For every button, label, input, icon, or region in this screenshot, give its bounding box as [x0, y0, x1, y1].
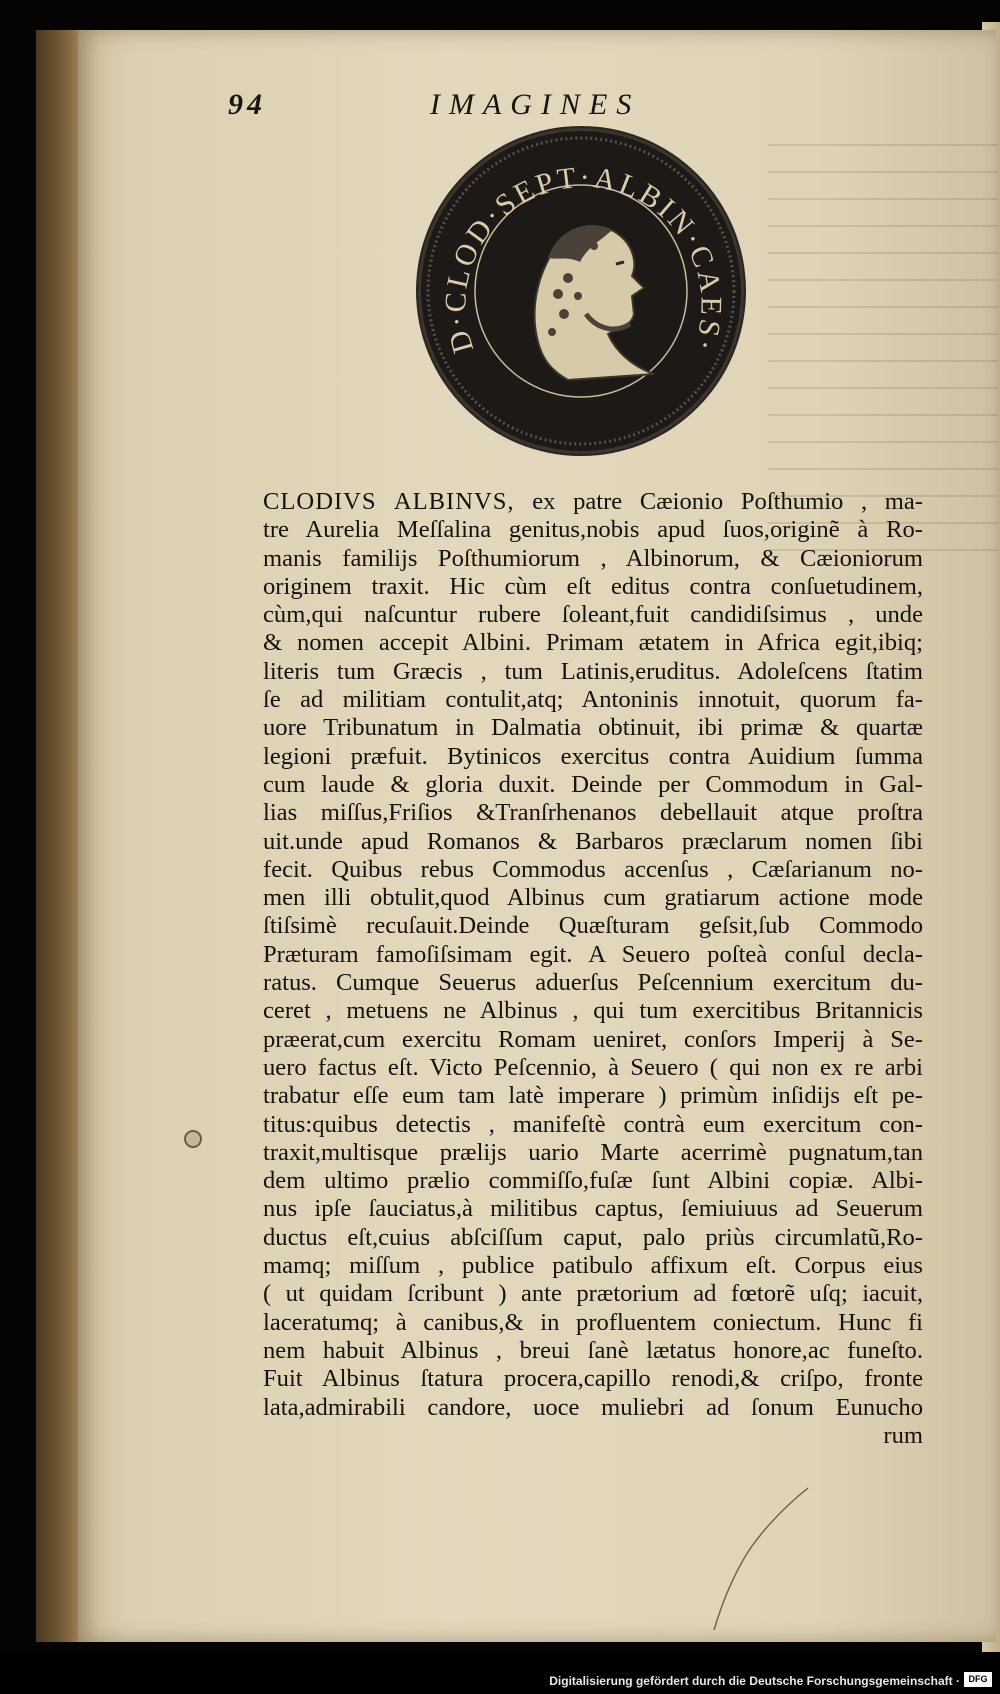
text-line: men illi obtulit,quod Albinus cum gratiarum actione mode [263, 884, 923, 912]
dfg-logo: DFG [964, 1672, 992, 1687]
text-line: CLODIVS ALBINVS, ex patre Cæionio Poſthumio , ma- [263, 488, 923, 515]
pen-stroke-mark [708, 1484, 818, 1634]
text-line: ratus. Cumque Seuerus aduerſus Peſcennium exercitum du- [263, 969, 923, 997]
text-line: & nomen accepit Albini. Primam ætatem in Africa egit,ibiq; [263, 629, 923, 657]
medal-legend-text: D·CLOD·SEPT·ALBIN·CAES· [439, 160, 728, 358]
text-line: titus:quibus detectis , manifeſtè contrà eum exercitum con- [263, 1110, 923, 1138]
portrait-medal [418, 128, 744, 454]
text-line: cùm,qui naſcuntur rubere ſoleant,fuit candidiſsimus , unde [263, 601, 923, 629]
text-line: nus ipſe ſauciatus,à militibus captus, ſemiuiuus ad Seuerum [263, 1195, 923, 1223]
catchword: rum [883, 1421, 923, 1449]
text-line: legioni præfuit. Bytinicos exercitus contra Auidium ſumma [263, 742, 923, 770]
lead-name: CLODIVS ALBINVS, [263, 488, 515, 515]
text-line: ſe ad militiam contulit,atq; Antoninis innotuit, quorum fa- [263, 686, 923, 714]
medal-illustration [418, 128, 744, 454]
book-binding [36, 30, 84, 1642]
biography-text [263, 488, 923, 1450]
text-line: ductus eſt,cuius abſciſſum caput, palo priùs circumlatũ,Ro- [263, 1223, 923, 1251]
text-line: traxit,multisque prælijs uario Marte acerrimè pugnatum,tan [263, 1138, 923, 1166]
text-line: lias miſſus,Friſios &Tranſrhenanos debellauit atque proſtra [263, 799, 923, 827]
footer-credit: Digitalisierung gefördert durch die Deutsche Forschungsgemeinschaft · [549, 1674, 960, 1688]
text-line: fecit. Quibus rebus Commodus accenſus , Cæſarianum no- [263, 855, 923, 883]
text-line: Præturam famoſiſsimam egit. A Seuero poſteà conſul decla- [263, 940, 923, 968]
text-line: uit.unde apud Romanos & Barbaros præclarum nomen ſibi [263, 827, 923, 855]
text-line: tre Aurelia Meſſalina genitus,nobis apud ſuos,originẽ à Ro- [263, 516, 923, 544]
text-line: uero factus eſt. Victo Peſcennio, à Seuero ( qui non ex re arbi [263, 1053, 923, 1081]
text-line: laceratumq; à canibus,& in profluentem coniectum. Hunc fi [263, 1308, 923, 1336]
text-line: trabatur eſſe eum tam latè imperare ) primùm inſidijs eſt pe- [263, 1082, 923, 1110]
text-line: originem traxit. Hic cùm eſt editus contra conſuetudinem, [263, 572, 923, 600]
text-line: nem habuit Albinus , breui ſanè lætatus honore,ac funeſto. [263, 1336, 923, 1364]
text-line: manis familijs Poſthumiorum , Albinorum, & Cæioniorum [263, 544, 923, 572]
text-line: literis tum Græcis , tum Latinis,eruditus. Adoleſcens ſtatim [263, 657, 923, 685]
text-line: mamq; miſſum , publice patibulo affixum eſt. Corpus eius [263, 1252, 923, 1280]
text-line: præerat,cum exercitu Romam ueniret, conſors Imperij à Se- [263, 1025, 923, 1053]
text-line: lata,admirabili candore, uoce muliebri ad ſonum Eunucho [263, 1393, 923, 1421]
page-number: 94 [228, 88, 266, 121]
text-line: ( ut quidam ſcribunt ) ante prætorium ad fœtorẽ uſq; iacuit, [263, 1280, 923, 1308]
running-head [228, 88, 748, 128]
text-line: cum laude & gloria duxit. Deinde per Commodum in Gal- [263, 770, 923, 798]
text-line: ſtiſsimè recuſauit.Deinde Quæſturam geſsit,ſub Commodo [263, 912, 923, 940]
text-line: Fuit Albinus ſtatura procera,capillo renodi,& criſpo, fronte [263, 1365, 923, 1393]
text-line: dem ultimo prælio commiſſo,fuſæ ſunt Albini copiæ. Albi- [263, 1167, 923, 1195]
page-hole-mark [184, 1130, 202, 1148]
text-line: uore Tribunatum in Dalmatia obtinuit, ibi primæ & quartæ [263, 714, 923, 742]
running-title: IMAGINES [430, 88, 641, 121]
text-line: ceret , metuens ne Albinus , qui tum exercitibus Britannicis [263, 997, 923, 1025]
